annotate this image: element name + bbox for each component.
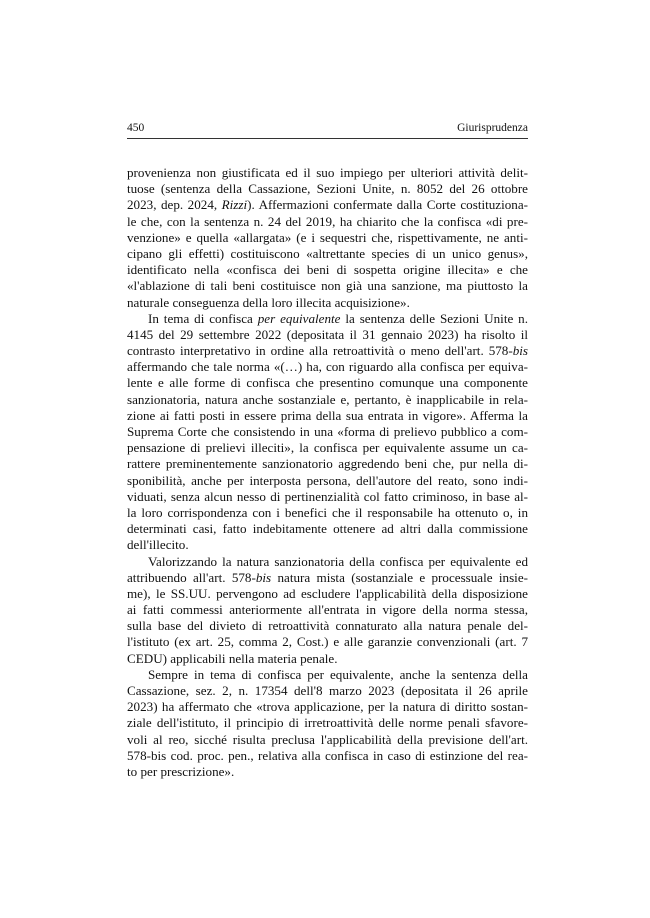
text-line bbox=[127, 230, 528, 246]
text-line bbox=[127, 295, 528, 311]
text-line bbox=[127, 651, 528, 667]
text-line bbox=[127, 570, 528, 586]
text-segment: rattere preminentemente sanzionatorio aggredendo beni che, pur nella di- bbox=[127, 456, 528, 472]
text-line bbox=[127, 667, 528, 683]
text-segment: Sempre in tema di confisca per equivalente, anche la sentenza della bbox=[148, 666, 528, 682]
text-line bbox=[127, 375, 528, 391]
text-line bbox=[127, 521, 528, 537]
text-line bbox=[127, 262, 528, 278]
text-line bbox=[127, 618, 528, 634]
text-segment: Cassazione, sez. 2, n. 17354 dell'8 marzo 2023 (depositata il 26 aprile bbox=[127, 683, 528, 698]
text-line bbox=[127, 181, 528, 197]
paragraph bbox=[127, 311, 528, 554]
text-line bbox=[127, 732, 528, 748]
text-segment: sulla base del divieto di retroattività connaturato alla natura penale del- bbox=[127, 618, 528, 634]
text-line bbox=[127, 278, 528, 294]
text-segment: Suprema Corte che consistendo in una «forma di prelievo pubblico a com- bbox=[127, 424, 528, 439]
text-segment: ai fatti commessi anteriormente all'entrata in vigore della norma stessa, bbox=[127, 602, 528, 618]
text-segment: sponibilità, anche per interposta persona, dell'autore del reato, sono indi- bbox=[127, 472, 528, 488]
text-line bbox=[127, 764, 528, 780]
text-line bbox=[127, 424, 528, 440]
text-segment: 2023) ha affermato che «trova applicazione, per la natura di diritto sostan- bbox=[127, 699, 528, 715]
paragraph bbox=[127, 667, 528, 780]
body-text bbox=[127, 165, 528, 780]
text-segment: cipano gli effetti) costituiscono «altrettante species di un unico genus», bbox=[127, 245, 528, 261]
text-segment: natura mista (sostanziale e processuale insie- bbox=[271, 569, 528, 585]
running-header bbox=[127, 119, 528, 137]
text-line bbox=[127, 715, 528, 731]
text-line bbox=[127, 489, 528, 505]
text-line bbox=[127, 683, 528, 699]
text-segment: 578-bis cod. proc. pen., relativa alla confisca in caso di estinzione del rea- bbox=[127, 747, 528, 763]
text-line bbox=[127, 699, 528, 715]
text-line bbox=[127, 440, 528, 456]
text-line bbox=[127, 586, 528, 602]
text-segment: la loro corrispondenza con i benefici che il responsabile ha ottenuto o, in bbox=[127, 504, 528, 520]
text-segment: dell'illecito. bbox=[127, 537, 189, 553]
italic-text: per equivalente bbox=[257, 310, 341, 326]
text-line bbox=[127, 327, 528, 343]
text-segment: «l'ablazione di tali beni costituisce non già una sanzione, ma piuttosto la bbox=[127, 278, 528, 294]
text-segment: ziale dell'istituto, il principio di irretroattività delle norme penali sfavore- bbox=[127, 715, 528, 731]
text-line bbox=[127, 748, 528, 764]
text-segment: pensazione di prelievi illeciti», la confisca per equivalente assume un ca- bbox=[127, 440, 528, 456]
text-line bbox=[127, 408, 528, 424]
text-segment: affermando che tale norma «(…) ha, con riguardo alla confisca per equiva- bbox=[127, 359, 528, 375]
text-segment: CEDU) applicabili nella materia penale. bbox=[127, 650, 338, 666]
text-line bbox=[127, 537, 528, 553]
text-segment: lente e alle forme di confisca che presentino comunque una componente bbox=[127, 375, 528, 391]
text-line bbox=[127, 473, 528, 489]
text-segment: 4145 del 29 settembre 2022 (depositata il 31 gennaio 2023) ha risolto il bbox=[127, 326, 528, 342]
text-segment: venzione» e quella «allargata» (e i sequestri che, rispettivamente, ne anti- bbox=[127, 229, 528, 245]
text-line bbox=[127, 214, 528, 230]
text-segment: contrasto interpretativo in ordine alla retroattività o meno dell'art. 578- bbox=[127, 343, 513, 359]
text-line bbox=[127, 554, 528, 570]
text-line bbox=[127, 246, 528, 262]
paragraph bbox=[127, 554, 528, 667]
text-segment: Valorizzando la natura sanzionatoria della confisca per equivalente ed bbox=[148, 553, 528, 569]
italic-text: bis bbox=[255, 569, 272, 585]
text-segment: me), le SS.UU. pervengono ad escludere l'applicabilità della disposizione bbox=[127, 585, 528, 601]
page-number: 450 bbox=[127, 122, 145, 134]
text-segment: voli al reo, sicché risulta preclusa l'applicabilità della previsione dell'art. bbox=[127, 731, 528, 747]
text-line bbox=[127, 505, 528, 521]
text-segment: attribuendo all'art. 578- bbox=[127, 569, 256, 585]
italic-text: Rizzi bbox=[221, 197, 248, 213]
section-title: Giurisprudenza bbox=[457, 122, 528, 134]
text-line bbox=[127, 311, 528, 327]
text-line bbox=[127, 456, 528, 472]
italic-text: bis bbox=[512, 343, 528, 359]
text-line bbox=[127, 359, 528, 375]
text-line bbox=[127, 165, 528, 181]
text-segment: la sentenza delle Sezioni Unite n. bbox=[340, 310, 528, 326]
header-rule bbox=[127, 138, 528, 139]
text-line bbox=[127, 634, 528, 650]
text-segment: provenienza non giustificata ed il suo impiego per ulteriori attività delit- bbox=[127, 165, 528, 180]
text-segment: tuose (sentenza della Cassazione, Sezioni Unite, n. 8052 del 26 ottobre bbox=[127, 181, 528, 197]
text-segment: l'istituto (ex art. 25, comma 2, Cost.) e alle garanzie convenzionali (art. 7 bbox=[127, 634, 528, 650]
text-segment: identificato nella «confisca dei beni di sospetta origine illecita» e che bbox=[127, 262, 528, 278]
text-segment: In tema di confisca bbox=[148, 310, 258, 326]
text-segment: sanzionatoria, natura anche sostanziale e, pertanto, è inapplicabile in rela- bbox=[127, 391, 528, 407]
text-segment: zione ai fatti posti in essere prima della sua entrata in vigore». Afferma la bbox=[127, 407, 528, 423]
text-line bbox=[127, 197, 528, 213]
text-segment: ). Affermazioni confermate dalla Corte costituziona- bbox=[247, 197, 528, 213]
text-segment: to per prescrizione». bbox=[127, 763, 235, 779]
text-segment: 2023, dep. 2024, bbox=[127, 197, 222, 213]
text-segment: le che, con la sentenza n. 24 del 2019, ha chiarito che la confisca «di pre- bbox=[127, 213, 528, 229]
paragraph bbox=[127, 165, 528, 311]
text-segment: determinati casi, fatto indebitamente ottenere ad altri dalla commissione bbox=[127, 521, 528, 537]
text-line bbox=[127, 602, 528, 618]
text-line bbox=[127, 343, 528, 359]
text-segment: viduati, senza alcun nesso di pertinenzialità col fatto criminoso, in base al- bbox=[127, 488, 528, 504]
text-line bbox=[127, 392, 528, 408]
text-segment: naturale conseguenza della loro illecita acquisizione». bbox=[127, 294, 410, 310]
